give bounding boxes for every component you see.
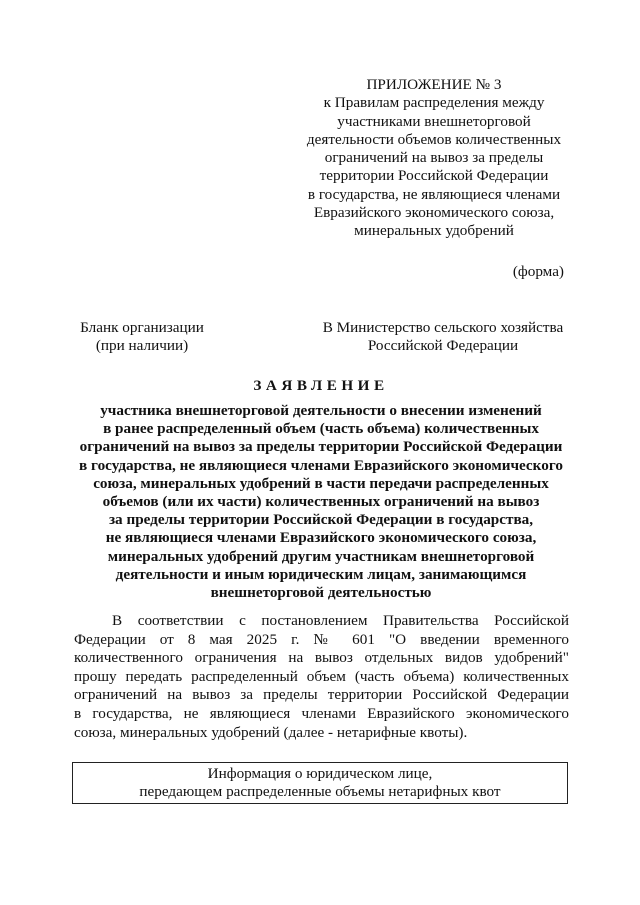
annex-line: минеральных удобрений [354,222,514,240]
subheading-line: минеральных удобрений другим участникам внешнеторговой [107,547,535,565]
addressee-line: Российской Федерации [367,337,519,355]
subheading-line: участника внешнеторговой деятельности о внесении изменений [100,402,542,419]
info-box-line: Информация о юридическом лице, [207,765,433,782]
body-line: Федерации от 8 мая 2025 г. № 601 "О введении временного [74,630,569,648]
subheading-line: в ранее распределенный объем (часть объема) количественных [103,420,539,438]
subheading-line: в государства, не являющиеся членами Евразийского экономического [79,456,563,474]
body-line: В соответствии с постановлением Правительства Российской [112,612,569,629]
annex-line: к Правилам распределения между [323,94,545,112]
annex-line: участниками внешнеторговой [337,112,531,130]
info-box-line: передающем распределенные объемы нетарифных квот [139,783,501,801]
addressee [318,319,568,356]
organization-blank-line: (при наличии) [95,337,189,355]
annex-line: ограничений на вывоз за пределы [324,149,544,167]
body-paragraph [74,612,569,742]
annex-header [298,76,570,241]
addressee-line: В Министерство сельского хозяйства [322,319,564,336]
document-heading: ЗАЯВЛЕНИЕ [253,377,389,394]
subheading-line: за пределы территории Российской Федерации в государства, [108,511,534,529]
body-line: прошу передать распределенный объем (часть объема) количественных [74,667,569,685]
body-line: количественного ограничения на вывоз отдельных видов удобрений" [74,649,569,667]
subheading-line: ограничений на вывоз за пределы территории Российской Федерации [79,438,563,456]
document-subheading [72,402,570,602]
annex-title: ПРИЛОЖЕНИЕ № 3 [366,76,502,93]
subheading-line: союза, минеральных удобрений в части передачи распределенных [93,474,549,492]
subheading-line: внешнеторговой деятельностью [210,584,432,602]
form-label: (форма) [512,263,564,280]
annex-line: в государства, не являющиеся членами [307,185,561,203]
body-line: в государства, не являющиеся членами Евразийского экономического [74,704,569,722]
subheading-line: не являющиеся членами Евразийского экономического союза, [105,529,537,547]
organization-blank [74,319,210,356]
body-line: ограничений на вывоз за пределы территории Российской Федерации [74,686,569,704]
annex-line: деятельности объемов количественных [306,130,562,148]
organization-blank-line: Бланк организации [80,319,204,336]
body-line: союза, минеральных удобрений (далее - нетарифные квоты). [74,723,468,741]
annex-line: территории Российской Федерации [319,167,549,185]
annex-line: Евразийского экономического союза, [313,204,555,222]
legal-entity-info-box [72,762,568,804]
subheading-line: деятельности и иным юридическим лицам, занимающимся [115,565,527,583]
subheading-line: объемов (или их части) количественных ограничений на вывоз [102,493,540,511]
